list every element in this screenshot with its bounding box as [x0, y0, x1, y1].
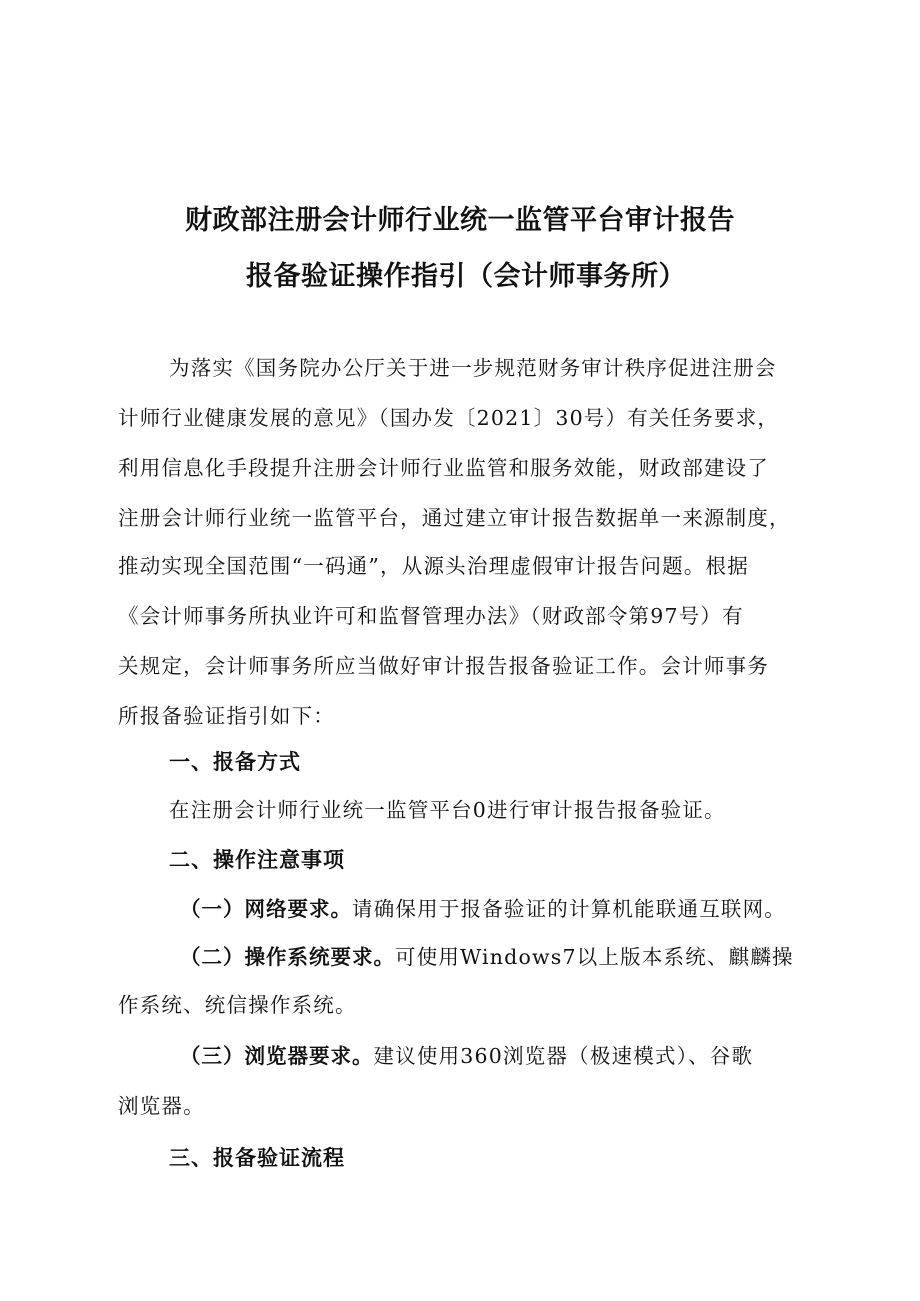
- item-3-text: 建议使用360浏览器（极速模式）、谷歌: [373, 1044, 754, 1068]
- item-2-continuation: 作系统、统信操作系统。: [118, 993, 357, 1017]
- document-title-line-1: 财政部注册会计师行业统一监管平台审计报告: [185, 205, 735, 236]
- intro-line-4: 注册会计师行业统一监管平台，通过建立审计报告数据单一来源制度，: [118, 506, 791, 530]
- item-3-continuation: 浏览器。: [118, 1094, 205, 1118]
- intro-line-5: 推动实现全国范围“一码通”，从源头治理虚假审计报告问题。根据: [118, 554, 749, 578]
- intro-line-1: 为落实《国务院办公厅关于进一步规范财务审计秩序促进注册会: [169, 356, 777, 380]
- item-1: [180, 897, 786, 921]
- item-1-text: 请确保用于报备验证的计算机能联通互联网。: [352, 897, 786, 921]
- intro-line-6: 《会计师事务所执业许可和监督管理办法》（财政部令第97号）有: [118, 604, 744, 628]
- item-3-label: （三）浏览器要求。: [180, 1044, 374, 1068]
- item-2-text: 可使用Windows7以上版本系统、麒麟操: [395, 945, 794, 969]
- document-title-line-2: 报备验证操作指引（会计师事务所）: [246, 261, 686, 292]
- section-1-heading: 一、报备方式: [169, 750, 301, 774]
- item-2: [180, 945, 794, 969]
- item-1-label: （一）网络要求。: [180, 897, 352, 921]
- intro-line-7: 关规定，会计师事务所应当做好审计报告报备验证工作。会计师事务: [118, 654, 769, 678]
- item-2-label: （二）操作系统要求。: [180, 945, 395, 969]
- intro-line-2: 计师行业健康发展的意见》（国办发〔2021〕30号）有关任务要求，: [118, 406, 780, 430]
- section-2-heading: 二、操作注意事项: [169, 848, 345, 872]
- item-3: [180, 1044, 753, 1068]
- section-3-heading: 三、报备验证流程: [169, 1146, 345, 1170]
- intro-line-3: 利用信息化手段提升注册会计师行业监管和服务效能，财政部建设了: [118, 456, 769, 480]
- section-1-text: 在注册会计师行业统一监管平台0进行审计报告报备验证。: [169, 798, 726, 822]
- intro-line-8: 所报备验证指引如下：: [118, 704, 335, 728]
